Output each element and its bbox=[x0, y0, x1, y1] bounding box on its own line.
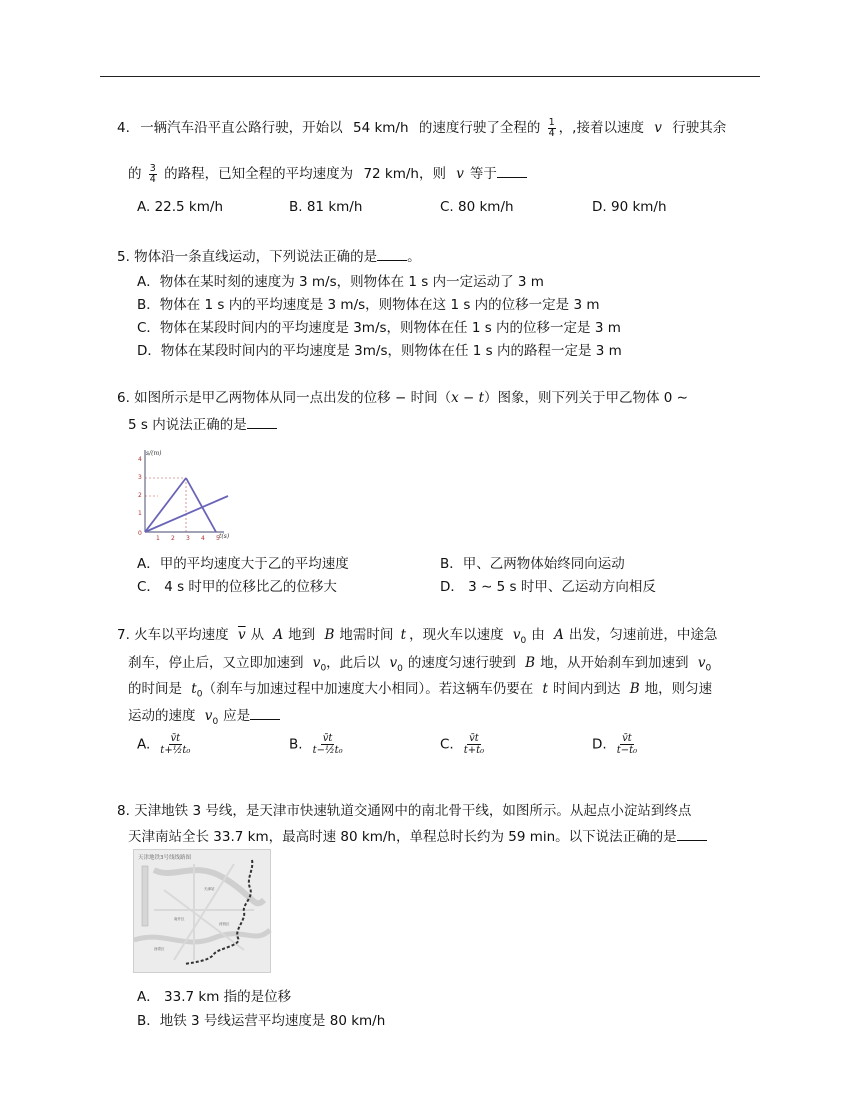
q7-option-c: C. $\frac{v̄t}{\text{t+t₀}}$ bbox=[440, 733, 485, 756]
q7-var-t0: t bbox=[191, 681, 197, 697]
y-tick-4: 4 bbox=[138, 456, 142, 463]
answer-blank bbox=[377, 248, 407, 261]
q6-xt: x − t bbox=[451, 390, 485, 406]
map-title: 天津地铁3号线线路图 bbox=[138, 855, 191, 861]
q7-text: 由 bbox=[531, 627, 545, 643]
svg-text:南开区: 南开区 bbox=[174, 917, 185, 921]
q7-var-a: A bbox=[554, 627, 564, 643]
q4-speed1: 54 km/h bbox=[352, 120, 409, 136]
q7-text: （刹车与加速过程中加速度大小相同）。若这辆车仍要在 bbox=[202, 681, 534, 697]
q6-xt-graph bbox=[128, 446, 228, 542]
q5-stem bbox=[117, 245, 421, 265]
q4-number: 4. bbox=[117, 120, 130, 136]
y-tick-1: 1 bbox=[138, 510, 142, 517]
q5-option-d: D．物体在某段时间内的平均速度是 3m/s，则物体在任 1 s 内的路程一定是 3 m bbox=[137, 343, 622, 359]
q4-text: 的路程，已知全程的平均速度为 bbox=[164, 166, 354, 182]
origin-tick: 0 bbox=[138, 530, 142, 537]
q5-text: 5. 物体沿一条直线运动，下列说法正确的是 bbox=[117, 249, 378, 265]
q4-line2 bbox=[128, 162, 527, 185]
q6-line1 bbox=[117, 386, 688, 406]
q4-option-c: C. 80 km/h bbox=[440, 199, 514, 215]
q6-text: ）图象，则下列关于甲乙物体 0 ∼ bbox=[484, 390, 688, 406]
q7-text: ，此后以 bbox=[326, 655, 381, 671]
graph-y-label: s/(m) bbox=[146, 450, 162, 457]
q4-option-b: B. 81 km/h bbox=[289, 199, 363, 215]
q4-text: 一辆汽车沿平直公路行驶，开始以 bbox=[140, 120, 343, 136]
q7-line1 bbox=[117, 623, 717, 646]
q8-text: 天津南站全长 33.7 km，最高时速 80 km/h，单程总时长约为 59 min。以下说法正确的是 bbox=[128, 829, 677, 845]
x-tick-1: 1 bbox=[156, 535, 160, 542]
q7-var-v0: v bbox=[389, 655, 398, 671]
q4-option-a: A. 22.5 km/h bbox=[137, 199, 224, 215]
map-zoom-control bbox=[142, 866, 148, 926]
answer-blank bbox=[247, 416, 277, 429]
q7-text: 的时间是 bbox=[128, 681, 182, 697]
q7-var-v0: v bbox=[697, 655, 706, 671]
x-tick-5: 5 bbox=[216, 535, 220, 542]
header-rule bbox=[100, 76, 760, 77]
q6-option-d: D． 3 ∼ 5 s 时甲、乙运动方向相反 bbox=[440, 579, 656, 595]
q7-option-d: D. $\frac{v̄t}{\text{t−t₀}}$ bbox=[592, 733, 638, 756]
y-tick-2: 2 bbox=[138, 492, 142, 499]
q7-subscript: 0 bbox=[212, 716, 219, 727]
q4-text: 的速度行驶了全程的 bbox=[418, 120, 541, 136]
q7-text: 地到 bbox=[288, 627, 316, 643]
svg-text:天津站: 天津站 bbox=[204, 887, 215, 891]
q7-var-v0: v bbox=[204, 708, 213, 724]
q4-avg-speed: 72 km/h bbox=[363, 166, 419, 182]
q7-line3 bbox=[128, 677, 712, 700]
q7-var-v0: v bbox=[312, 655, 321, 671]
q7-text: 出发，匀速前进，中途急 bbox=[568, 627, 718, 643]
svg-text:河西区: 河西区 bbox=[219, 922, 230, 926]
q7-text: 从 bbox=[250, 627, 265, 643]
q7-var-b: B bbox=[525, 655, 536, 671]
graph-x-label: t(s) bbox=[219, 533, 230, 540]
q7-subscript: 0 bbox=[397, 663, 403, 674]
q4-text: 的 bbox=[128, 166, 142, 182]
q4-text: ，则 bbox=[418, 166, 446, 182]
q7-option-b: B. $\frac{v̄t}{\text{t−½t₀}}$ bbox=[289, 733, 343, 756]
q7-subscript: 0 bbox=[320, 663, 327, 674]
q7-text: 7. 火车以平均速度 bbox=[117, 627, 229, 643]
q6-option-a: A．甲的平均速度大于乙的平均速度 bbox=[137, 556, 349, 572]
answer-blank bbox=[677, 828, 707, 841]
metro-map-graphic bbox=[134, 850, 270, 972]
x-tick-3: 3 bbox=[186, 535, 190, 542]
x-tick-4: 4 bbox=[201, 535, 205, 542]
svg-text:西青区: 西青区 bbox=[154, 947, 165, 951]
q7-text: ，现火车以速度 bbox=[409, 627, 504, 643]
q7-line4 bbox=[128, 704, 280, 727]
q4-fraction-quarter: $\frac{1}{4}$ bbox=[548, 116, 555, 139]
x-tick-2: 2 bbox=[171, 535, 175, 542]
q7-subscript: 0 bbox=[705, 663, 712, 674]
q7-var-b: B bbox=[324, 627, 335, 643]
q7-text: 地需时间 bbox=[339, 627, 394, 643]
q7-text: 应是 bbox=[223, 708, 251, 724]
q6-text: 5 s 内说法正确的是 bbox=[128, 417, 247, 433]
q6-option-b: B．甲、乙两物体始终同向运动 bbox=[440, 556, 625, 572]
q5-option-b: B．物体在 1 s 内的平均速度是 3 m/s，则物体在这 1 s 内的位移一定是 3 m bbox=[137, 297, 600, 313]
q4-option-d: D. 90 km/h bbox=[592, 199, 667, 215]
q4-var-v: v bbox=[456, 166, 464, 182]
q4-fraction-three-quarters: $\frac{3}{4}$ bbox=[149, 162, 156, 185]
series-yi bbox=[145, 496, 228, 532]
q4-var-v: v bbox=[654, 120, 662, 136]
q8-option-a: A． 33.7 km 指的是位移 bbox=[137, 989, 292, 1005]
q7-var-t: t bbox=[400, 627, 407, 643]
q7-var-a: A bbox=[273, 627, 284, 643]
q7-var-b: B bbox=[629, 681, 640, 697]
q7-text: 刹车，停止后，又立即加速到 bbox=[128, 655, 304, 671]
q6-option-c: C． 4 s 时甲的位移比乙的位移大 bbox=[137, 579, 337, 595]
q8-line1: 8. 天津地铁 3 号线，是天津市快速轨道交通网中的南北骨干线，如图所示。从起点小淀站到终点 bbox=[117, 803, 692, 819]
q7-text: 时间内到达 bbox=[552, 681, 621, 697]
series-jia-fall bbox=[186, 478, 216, 532]
q7-text: 的速度匀速行驶到 bbox=[407, 655, 516, 671]
q5-end: 。 bbox=[407, 249, 421, 265]
q7-subscript: 0 bbox=[520, 635, 527, 646]
q8-line2 bbox=[128, 825, 707, 845]
q7-text: 运动的速度 bbox=[128, 708, 196, 724]
q7-text: 地，从开始刹车到加速到 bbox=[540, 655, 689, 671]
q6-line2 bbox=[128, 413, 277, 433]
q7-option-a: A. $\frac{v̄t}{\text{t+½t₀}}$ bbox=[137, 733, 191, 756]
y-tick-3: 3 bbox=[138, 474, 142, 481]
q6-text: 6. 如图所示是甲乙两物体从同一点出发的位移 − 时间（ bbox=[117, 390, 452, 406]
q8-option-b: B．地铁 3 号线运营平均速度是 80 km/h bbox=[137, 1013, 386, 1029]
q7-subscript: 0 bbox=[196, 689, 203, 700]
q4-line1 bbox=[117, 116, 726, 139]
q4-text: ，,接着以速度 bbox=[558, 120, 644, 136]
q5-option-c: C．物体在某段时间内的平均速度是 3m/s，则物体在任 1 s 内的位移一定是 3 m bbox=[137, 320, 621, 336]
answer-blank bbox=[497, 165, 527, 178]
q7-vbar: $\overline{v}$ bbox=[237, 627, 246, 643]
q4-text: 行驶其余 bbox=[672, 120, 727, 136]
q7-line2 bbox=[128, 651, 711, 674]
q4-text: 等于 bbox=[469, 166, 497, 182]
q7-var-t: t bbox=[542, 681, 548, 697]
q7-text: 地，则匀速 bbox=[644, 681, 713, 697]
q5-option-a: A．物体在某时刻的速度为 3 m/s，则物体在 1 s 内一定运动了 3 m bbox=[137, 274, 544, 290]
metro-map-image bbox=[133, 849, 271, 973]
q7-var-v0: v bbox=[512, 627, 521, 643]
answer-blank bbox=[250, 707, 280, 720]
